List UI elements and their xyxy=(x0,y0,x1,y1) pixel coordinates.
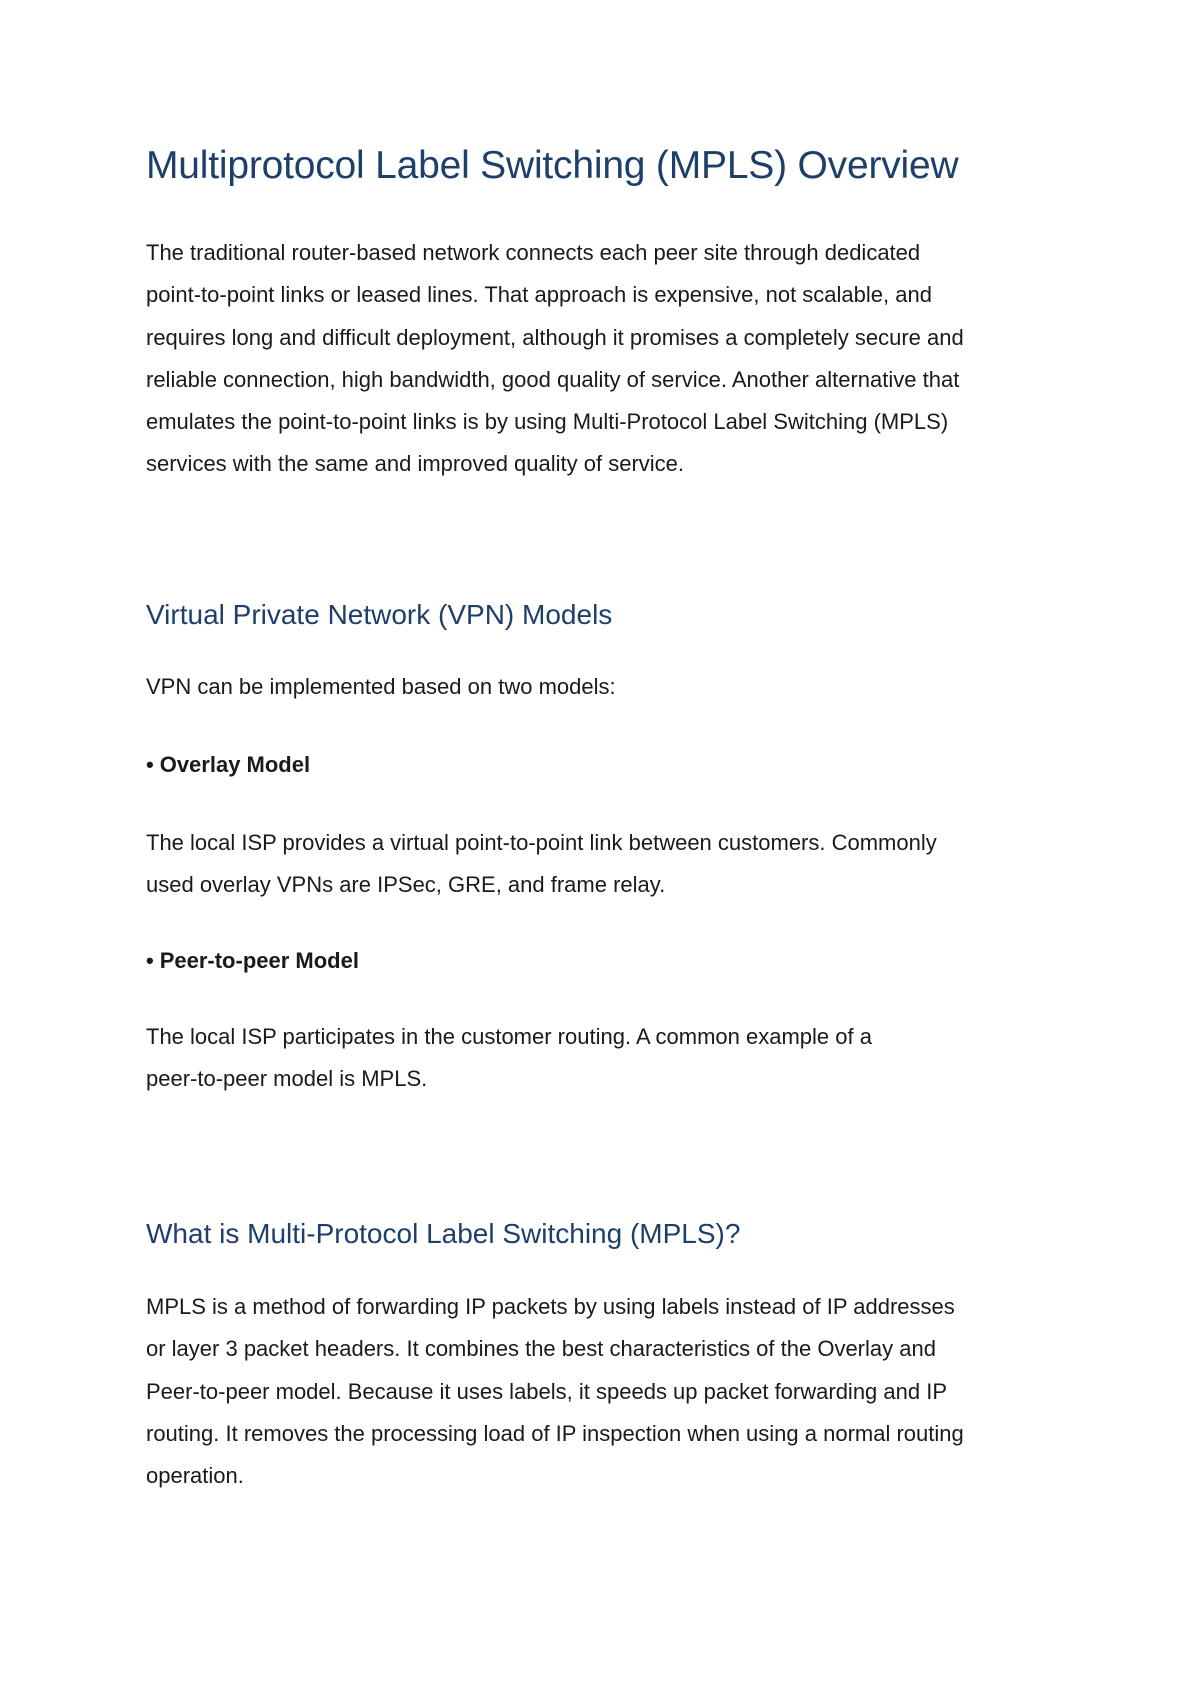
overlay-model-paragraph xyxy=(146,822,937,907)
mpls-line: operation. xyxy=(146,1463,244,1489)
mpls-paragraph xyxy=(146,1286,964,1497)
document-title: Multiprotocol Label Switching (MPLS) Overview xyxy=(146,144,959,187)
intro-line: requires long and difficult deployment, although it promises a completely secure and xyxy=(146,324,964,350)
bullet-icon: • xyxy=(146,752,154,777)
intro-line: services with the same and improved quality of service. xyxy=(146,451,685,477)
intro-line: The traditional router-based network connects each peer site through dedicated xyxy=(146,240,921,265)
mpls-line: or layer 3 packet headers. It combines the best characteristics of the Overlay and xyxy=(146,1336,936,1362)
intro-line: point-to-point links or leased lines. That approach is expensive, not scalable, and xyxy=(146,282,932,308)
peer-model-paragraph xyxy=(146,1016,872,1101)
overlay-line: The local ISP provides a virtual point-to-point link between customers. Commonly xyxy=(146,830,937,855)
bullet-icon: • xyxy=(146,948,154,973)
intro-paragraph xyxy=(146,232,964,486)
intro-line: emulates the point-to-point links is by using Multi-Protocol Label Switching (MPLS) xyxy=(146,409,949,435)
peer-model-label: Peer-to-peer Model xyxy=(159,948,359,973)
overlay-model-label: Overlay Model xyxy=(159,752,311,777)
overlay-model-bullet xyxy=(146,752,310,778)
overlay-line: used overlay VPNs are IPSec, GRE, and frame relay. xyxy=(146,872,666,898)
intro-line: reliable connection, high bandwidth, good quality of service. Another alternative that xyxy=(146,366,960,392)
peer-model-bullet xyxy=(146,948,359,974)
mpls-line: MPLS is a method of forwarding IP packets by using labels instead of IP addresses xyxy=(146,1294,955,1319)
peer-line: The local ISP participates in the customer routing. A common example of a xyxy=(146,1024,872,1049)
vpn-intro-line: VPN can be implemented based on two models: xyxy=(146,674,616,699)
peer-line: peer-to-peer model is MPLS. xyxy=(146,1066,428,1092)
vpn-models-heading: Virtual Private Network (VPN) Models xyxy=(146,599,613,630)
what-is-mpls-heading: What is Multi-Protocol Label Switching (MPLS)? xyxy=(146,1218,741,1249)
mpls-line: routing. It removes the processing load of IP inspection when using a normal routing xyxy=(146,1420,964,1446)
vpn-intro-paragraph xyxy=(146,666,616,708)
mpls-line: Peer-to-peer model. Because it uses labels, it speeds up packet forwarding and IP xyxy=(146,1378,948,1404)
